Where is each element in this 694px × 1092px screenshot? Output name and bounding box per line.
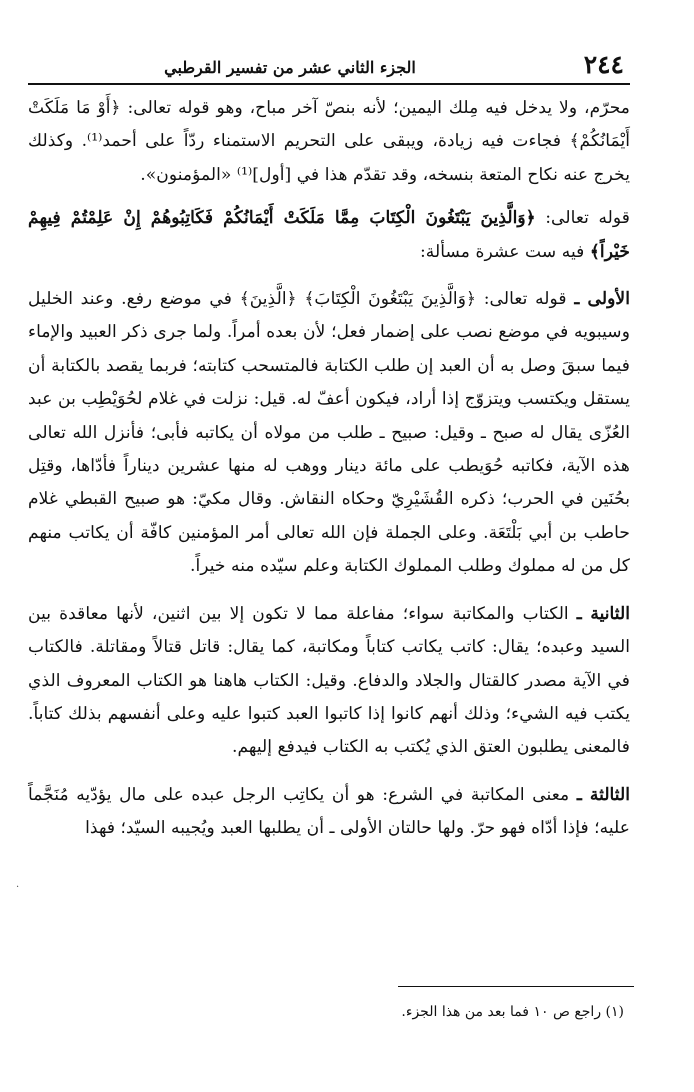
verse-tail: فيه ست عشرة مسألة: [420, 241, 585, 262]
issue-1-heading: الأولى ـ [574, 289, 630, 310]
issue-1-text: قوله تعالى: ﴿وَالَّذِينَ يَبْتَغُونَ الْكِتَابَ﴾ ﴿الَّذِينَ﴾ في موضع رفع. وعند الخليل وسيبويه في موضع نصب على إضمار فعل؛ لأن بعده أمراً. ولما جرى ذكر العبيد والإماء فيما سبقَ وصل به أن العبد إن طلب الكتابة فالمتسحب كتابته؛ فربما يقصد بالكتابة أن يستقل ويكتسب ويتزوّج إذا أراد، فيكون أعفّ له. قيل: نزلت في غلام لحُوَيْطِب بن عبد العُزّى يقال له صبح ـ وقيل: صبيح ـ طلب من مولاه أن يكاتبه فأبى؛ فأنزل الله تعالى هذه الآية، فكاتبه حُوَيطب على مائة دينار ووهب له منها عشرين ديناراً فأدّاها، وقتِل بحُنَين في الحرب؛ ذكره القُشَيْرِيّ وحكاه النقاش. وقال مكيّ: هو صبيح القبطي غلام حاطب بن أبي بَلْتَعَة. وعلى الجملة فإن الله تعالى أمر المؤمنين كافّة أن يكاتب منهم كل من له مملوك وطلب المملوك الكتابة وعلم سيّده منه خيراً. [28, 289, 631, 577]
page-header [28, 48, 624, 80]
running-title: الجزء الثاني عشر من تفسير القرطبي [164, 58, 416, 77]
issue-3-heading: الثالثة ـ [576, 784, 630, 805]
issue-2-heading: الثانية ـ [576, 603, 630, 624]
issue-3-paragraph [28, 779, 630, 846]
verse-lead: قوله تعالى: [545, 208, 630, 229]
header-rule [28, 83, 630, 85]
issue-1-paragraph [28, 283, 630, 584]
issue-2-text: الكتاب والمكاتبة سواء؛ مفاعلة مما لا تكون إلا بين اثنين، لأنها معاقدة بين السيد وعبده؛ يقال: كاتب يكاتب كتاباً ومكاتبة، كما يقال: قاتل قتالاً ومقاتلة. فالكتاب في الآية مصدر كالقتال والجلاد والدفاع. وقيل: الكتاب هاهنا هو الكتاب المعروف الذي يكتب فيه الشيء؛ وذلك أنهم كانوا إذا كاتبوا العبد كتبوا عليه وعلى أنفسهم بذلك كتاباً. فالمعنى يطلبون العتق الذي يُكتب به الكتاب فيدفع إليهم. [28, 603, 630, 758]
verse-intro-paragraph [28, 202, 630, 269]
issue-3-text: معنى المكاتبة في الشرع: هو أن يكاتِب الرجل عبده على مال يؤدّيه مُنَجَّماً عليه؛ فإذا أدّاه فهو حرّ. ولها حالتان الأولى ـ أن يطلبها العبد ويُجيبه السيّد؛ فهذا [28, 784, 630, 839]
footnote: (١) راجع ص ١٠ فما بعد من هذا الجزء. [401, 1004, 624, 1020]
main-text [28, 92, 630, 860]
page-number: ٢٤٤ [583, 50, 624, 79]
intro-paragraph: محرّم، ولا يدخل فيه مِلك اليمين؛ لأنه بنصّ آخر مباح، وهو قوله تعالى: ﴿أَوْ مَا مَلَكَتْ أَيْمَانُكُمْ﴾ فجاءت فيه زيادة، ويبقى على التحريم الاستمناء ردّاً على أحمد⁽¹⁾. وكذلك يخرج عنه نكاح المتعة بنسخه، وقد تقدّم هذا في [أول]⁽¹⁾ «المؤمنون». [28, 98, 631, 185]
issue-2-paragraph [28, 598, 630, 765]
footnote-rule [398, 986, 634, 987]
margin-dot: · [16, 882, 20, 893]
quran-verse: ﴿وَالَّذِينَ يَبْتَغُونَ الْكِتَابَ مِمَّا مَلَكَتْ أَيْمَانُكُمْ فَكَاتِبُوهُمْ إِنْ عَلِمْتُمْ فِيهِمْ خَيْراً﴾ [28, 208, 630, 262]
